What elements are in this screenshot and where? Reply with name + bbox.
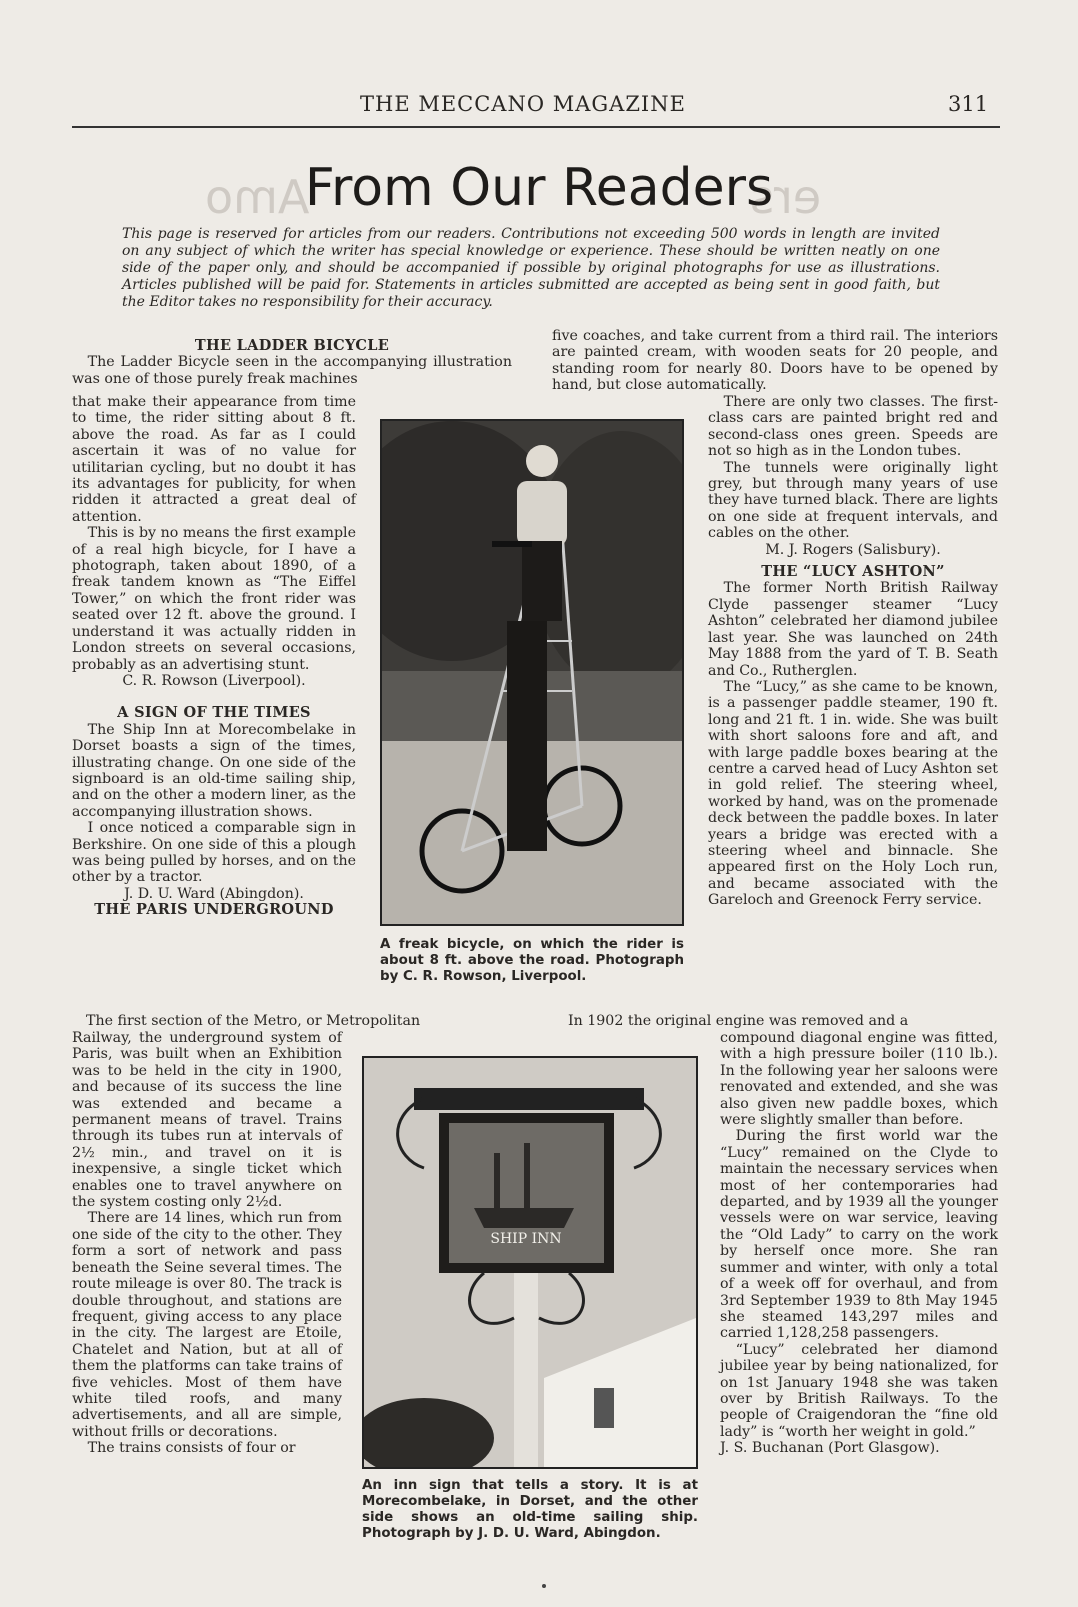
intro-paragraph: This page is reserved for articles from our readers. Contributions not exceeding 500 words in length are invited on any subject of which the writer has special knowledge or experience. These should be written neatly on one side of the paper only, and should be accompanied if possible by original photographs for use as illustrations. Articles published will be paid for. Statements in articles submitted are accepted as being sent in good faith, but the Editor takes no responsibility for their accuracy. (122, 226, 940, 310)
page-number: 311 (948, 92, 989, 116)
sign-paragraph: I once noticed a comparable sign in Berkshire. On one side of this a plough was being pulled by horses, and on the other by a tractor. (72, 820, 356, 886)
paris-paragraph: There are only two classes. The first-class cars are painted bright red and second-class ones green. Speeds are not so high as in the London tubes. (708, 394, 998, 460)
lucy-signature: J. S. Buchanan (Port Glasgow). (720, 1440, 940, 1457)
ship-inn-sign-image (364, 1058, 696, 1467)
magazine-title: THE MECCANO MAGAZINE (360, 92, 686, 116)
paris-paragraph: The tunnels were originally light grey, but through many years of use they have turned black. There are lights on one side at frequent intervals, and cables on the other. (708, 459, 998, 542)
paris-signature: M. J. Rogers (Salisbury). (765, 541, 941, 558)
sign-signature: J. D. U. Ward (Abingdon). (124, 885, 304, 902)
left-column-lower (72, 1030, 342, 1457)
page-title: From Our Readers (304, 158, 774, 218)
ladder-paragraph: The Ladder Bicycle seen in the accompanying illustration was one of those purely freak machines (72, 354, 512, 387)
lucy-paragraph: “Lucy” celebrated her diamond jubilee year by being nationalized, for on 1st January 1948 she was taken over by British Railways. To the people of Craigendoran the “fine old lady” is “worth her weight in gold.” (720, 1341, 998, 1440)
paris-paragraph: five coaches, and take current from a third rail. The interiors are painted cream, with wooden seats for 20 people, and standing room for nearly 80. Doors have to be opened by hand, but close automatically. (552, 328, 998, 394)
lucy-paragraph: During the first world war the “Lucy” remained on the Clyde to maintain the necessary services when most of her contemporaries had departed, and by 1939 all the younger vessels were on war service, leaving the “Old Lady” to carry on the work by herself once more. She ran summer and winter, with only a total of a week off for overhaul, and from 3rd September 1939 to 8th May 1945 she steamed 143,297 miles and carried 1,128,258 passengers. (720, 1128, 998, 1342)
paris-paragraph: The trains consists of four or (87, 1440, 296, 1457)
bicycle-caption: A freak bicycle, on which the rider is about 8 ft. above the road. Photograph by C. R. Rowson, Liverpool. (380, 937, 684, 984)
ladder-article-top (72, 338, 512, 387)
sign-paragraph: The Ship Inn at Morecombelake in Dorset boasts a sign of the times, illustrating change. On one side of the signboard is an old-time sailing ship, and on the other a modern liner, as the accompanying illustration shows. (72, 721, 356, 820)
show-through-text: ers (750, 170, 822, 224)
left-column (72, 394, 356, 919)
right-column-lower (720, 1030, 998, 1457)
lucy-lead-line: In 1902 the original engine was removed and a (568, 1013, 909, 1029)
lucy-paragraph: The former North British Railway Clyde passenger steamer “Lucy Ashton” celebrated her diamond jubilee last year. She was launched on 24th May 1888 from the yard of T. B. Seath and Co., Rutherglen. (708, 580, 998, 679)
sign-heading: A SIGN OF THE TIMES (117, 704, 311, 722)
ladder-paragraph: that make their appearance from time to time, the rider sitting about 8 ft. above the road. As far as I could ascertain it was of no value for utilitarian cycling, but no doubt it has its advantages for publicity, for when ridden it attracted a great deal of attention. (72, 394, 356, 525)
lucy-paragraph: compound diagonal engine was fitted, with a high pressure boiler (110 lb.). In the following year her saloons were renovated and extended, and she was also given new paddle boxes, which were slightly smaller than before. (720, 1030, 998, 1129)
ladder-paragraph: This is by no means the first example of a real high bicycle, for I have a photograph, taken about 1890, of a freak tandem known as “The Eiffel Tower,” on which the front rider was seated over 12 ft. above the ground. I understand it was actually ridden in London streets on several occasions, probably as an advertising stunt. (72, 525, 356, 673)
header-rule (72, 126, 1000, 128)
lucy-paragraph: The “Lucy,” as she came to be known, is a passenger paddle steamer, 190 ft. long and 21 ft. 1 in. wide. She was built with short saloons fore and aft, and with large paddle boxes bearing at the centre a carved head of Lucy Ashton set in gold relief. The steering wheel, worked by hand, was on the promenade deck between the paddle boxes. In later years a bridge was erected with a steering wheel and binnacle. She appeared first on the Holy Loch run, and became associated with the Gareloch and Greenock Ferry service. (708, 678, 998, 909)
page-speck (542, 1584, 546, 1588)
ladder-heading: THE LADDER BICYCLE (194, 337, 390, 354)
sign-text: SHIP INN (490, 1231, 562, 1247)
lucy-heading: THE “LUCY ASHTON” (761, 563, 945, 581)
inn-caption: An inn sign that tells a story. It is at Morecombelake, in Dorset, and the other side shows an old-time sailing ship. Photograph by J. D. U. Ward, Abingdon. (362, 1478, 698, 1541)
freak-bicycle-image (382, 421, 682, 924)
paris-lead-line: The first section of the Metro, or Metropolitan (86, 1013, 421, 1029)
inn-sign-photo (362, 1056, 698, 1469)
bicycle-photo (380, 419, 684, 926)
paris-heading: THE PARIS UNDERGROUND (94, 901, 334, 919)
right-column-upper (708, 394, 998, 909)
paris-continued (552, 328, 998, 394)
ladder-signature: C. R. Rowson (Liverpool). (122, 672, 306, 689)
show-through-text: Amo (205, 170, 310, 224)
paris-paragraph: Railway, the underground system of Paris, was built when an Exhibition was to be held in the city in 1900, and because of its success the line was extended and became a permanent means of travel. Trains through its tubes run at intervals of 2½ min., and travel on it is inexpensive, a single ticket which enables one to travel anywhere on the system costing only 2½d. (72, 1030, 342, 1211)
paris-paragraph: There are 14 lines, which run from one side of the city to the other. They form a sort of network and pass beneath the Seine several times. The route mileage is over 80. The track is double throughout, and stations are frequent, giving access to any place in the city. The largest are Etoile, Chatelet and Nation, but at all of them the platforms can take trains of five vehicles. Most of them have white tiled roofs, and many advertisements, and all are simple, without frills or decorations. (72, 1210, 342, 1440)
